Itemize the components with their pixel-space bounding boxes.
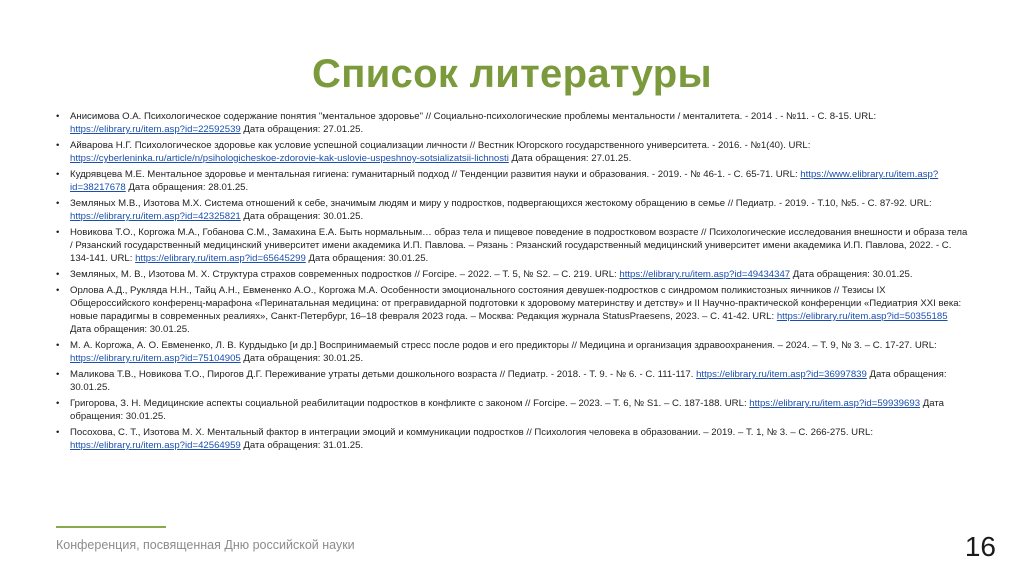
reference-link[interactable]: https://elibrary.ru/item.asp?id=75104905 [70,353,241,364]
reference-access-date: Дата обращения: 31.01.25. [240,440,364,451]
footer-text: Конференция, посвященная Дню российской науки [56,538,355,552]
footer-divider [56,526,166,528]
reference-access-date: Дата обращения: 28.01.25. [125,182,249,193]
bullet-icon: • [56,169,60,180]
reference-access-date: Дата обращения: 30.01.25. [70,369,947,393]
bullet-icon: • [56,398,60,409]
reference-item [56,110,968,136]
reference-access-date: Дата обращения: 30.01.25. [305,253,429,264]
reference-text: Орлова А.Д., Рукляда Н.Н., Тайц А.Н., Евмененко А.О., Коргожа М.А. Особенности эмоционального состояния девушек-подростков с синдромом поликистозных яичников // Тезисы IX Общероссийского конференц-марафона «Перинатальная медицина: от прегравидарной подготовки к здоровому материнству и детству» и II Научно-практической конференции «Педиатрия XXI века: новые парадигмы в современных реалиях», Санкт-Петербург, 16–18 февраля 2023 года. – Москва: Редакция журнала StatusPraesens, 2023. – С. 41-42. URL: [70,285,962,322]
reference-item [56,168,968,194]
reference-access-date: Дата обращения: 27.01.25. [508,153,632,164]
reference-access-date: Дата обращения: 30.01.25. [240,353,364,364]
reference-link[interactable]: https://elibrary.ru/item.asp?id=42564959 [70,440,241,451]
reference-list [56,110,968,455]
reference-item [56,139,968,165]
reference-text: Анисимова О.А. Психологическое содержание понятия "ментальное здоровье" // Социально-психологические проблемы ментальности / менталитета. - 2014 . - №11. - С. 8-15. URL: [70,111,877,122]
reference-item [56,268,968,281]
bullet-icon: • [56,285,60,296]
bullet-icon: • [56,269,60,280]
reference-link[interactable]: https://elibrary.ru/item.asp?id=42325821 [70,211,241,222]
reference-link[interactable]: https://elibrary.ru/item.asp?id=59939693 [749,398,921,409]
reference-access-date: Дата обращения: 30.01.25. [70,398,944,422]
bullet-icon: • [56,140,60,151]
reference-item [56,368,968,394]
reference-link[interactable]: https://elibrary.ru/item.asp?id=22592539 [70,124,241,135]
bullet-icon: • [56,427,60,438]
reference-access-date: Дата обращения: 30.01.25. [790,269,913,280]
reference-text: Григорова, З. Н. Медицинские аспекты социальной реабилитации подростков в конфликте с законом // Forcipe. – 2023. – Т. 6, № S1. – С. 187-188. URL: [70,398,750,409]
reference-link[interactable]: https://elibrary.ru/item.asp?id=49434347 [619,269,791,280]
reference-text: Земляных М.В., Изотова М.Х. Система отношений к себе, значимым людям и миру у подростков, подвергающихся жестокому обращению в семье // Педиатр. - 2019. - Т.10, №5. - С. 87-92. URL: [70,198,932,209]
reference-text: Маликова Т.В., Новикова Т.О., Пирогов Д.Г. Переживание утраты детьми дошкольного возраста // Педиатр. - 2018. - Т. 9. - № 6. - С. 111-117. [70,369,697,380]
reference-text: Айварова Н.Г. Психологическое здоровье как условие успешной социализации личности // Вестник Югорского государственного университета. - 2016. - №1(40). URL: [70,140,811,151]
reference-item [56,197,968,223]
reference-link[interactable]: https://elibrary.ru/item.asp?id=50355185 [776,311,948,322]
bullet-icon: • [56,111,60,122]
reference-text: М. А. Коргожа, А. О. Евмененко, Л. В. Курдыдько [и др.] Воспринимаемый стресс после родов и его предикторы // Медицина и организация здравоохранения. – 2024. – Т. 9, № 3. – С. 17-27. URL: [70,340,937,351]
page-number: 16 [964,531,996,562]
bullet-icon: • [56,369,60,380]
reference-text: Земляных, М. В., Изотова М. Х. Структура страхов современных подростков // Forcipe. – 2022. – Т. 5, № S2. – С. 219. URL: [70,269,620,280]
slide-title: Список литературы [312,52,712,96]
reference-item [56,397,968,423]
reference-text: Новикова Т.О., Коргожа М.А., Гобанова С.М., Замахина Е.А. Быть нормальным… образ тела и пищевое поведение в подростковом возрасте // Психологические исследования внешности и образа тела / Рязанский государственный медицинский университет имени академика И.П. Павлова. – Рязань : Рязанский государственный медицинский университет имени академика И.П. Павлова, 2022. - С. 134-141. URL: [70,227,968,264]
reference-item [56,339,968,365]
reference-link[interactable]: https://cyberleninka.ru/article/n/psihologicheskoe-zdorovie-kak-uslovie-uspeshnoy-sotsializatsii-lichnosti [70,153,509,164]
bullet-icon: • [56,227,60,238]
reference-item [56,426,968,452]
reference-text: Кудрявцева М.Е. Ментальное здоровье и ментальная гигиена: гуманитарный подход // Тенденции развития науки и образования. - 2019. - № 46-1. - С. 65-71. URL: [70,169,801,180]
reference-link[interactable]: https://elibrary.ru/item.asp?id=65645299 [135,253,306,264]
bullet-icon: • [56,340,60,351]
reference-text: Посохова, С. Т., Изотова М. Х. Ментальный фактор в интеграции эмоций и коммуникации подростков // Психология человека в образовании. – 2019. – Т. 1, № 3. – С. 266-275. URL: [70,427,874,438]
reference-link[interactable]: https://elibrary.ru/item.asp?id=36997839 [696,369,867,380]
reference-access-date: Дата обращения: 30.01.25. [240,211,364,222]
bullet-icon: • [56,198,60,209]
reference-item [56,226,968,265]
reference-item [56,284,968,336]
reference-access-date: Дата обращения: 27.01.25. [240,124,364,135]
reference-link[interactable]: https://www.elibrary.ru/item.asp?id=38217678 [70,169,939,193]
reference-access-date: Дата обращения: 30.01.25. [70,324,190,335]
